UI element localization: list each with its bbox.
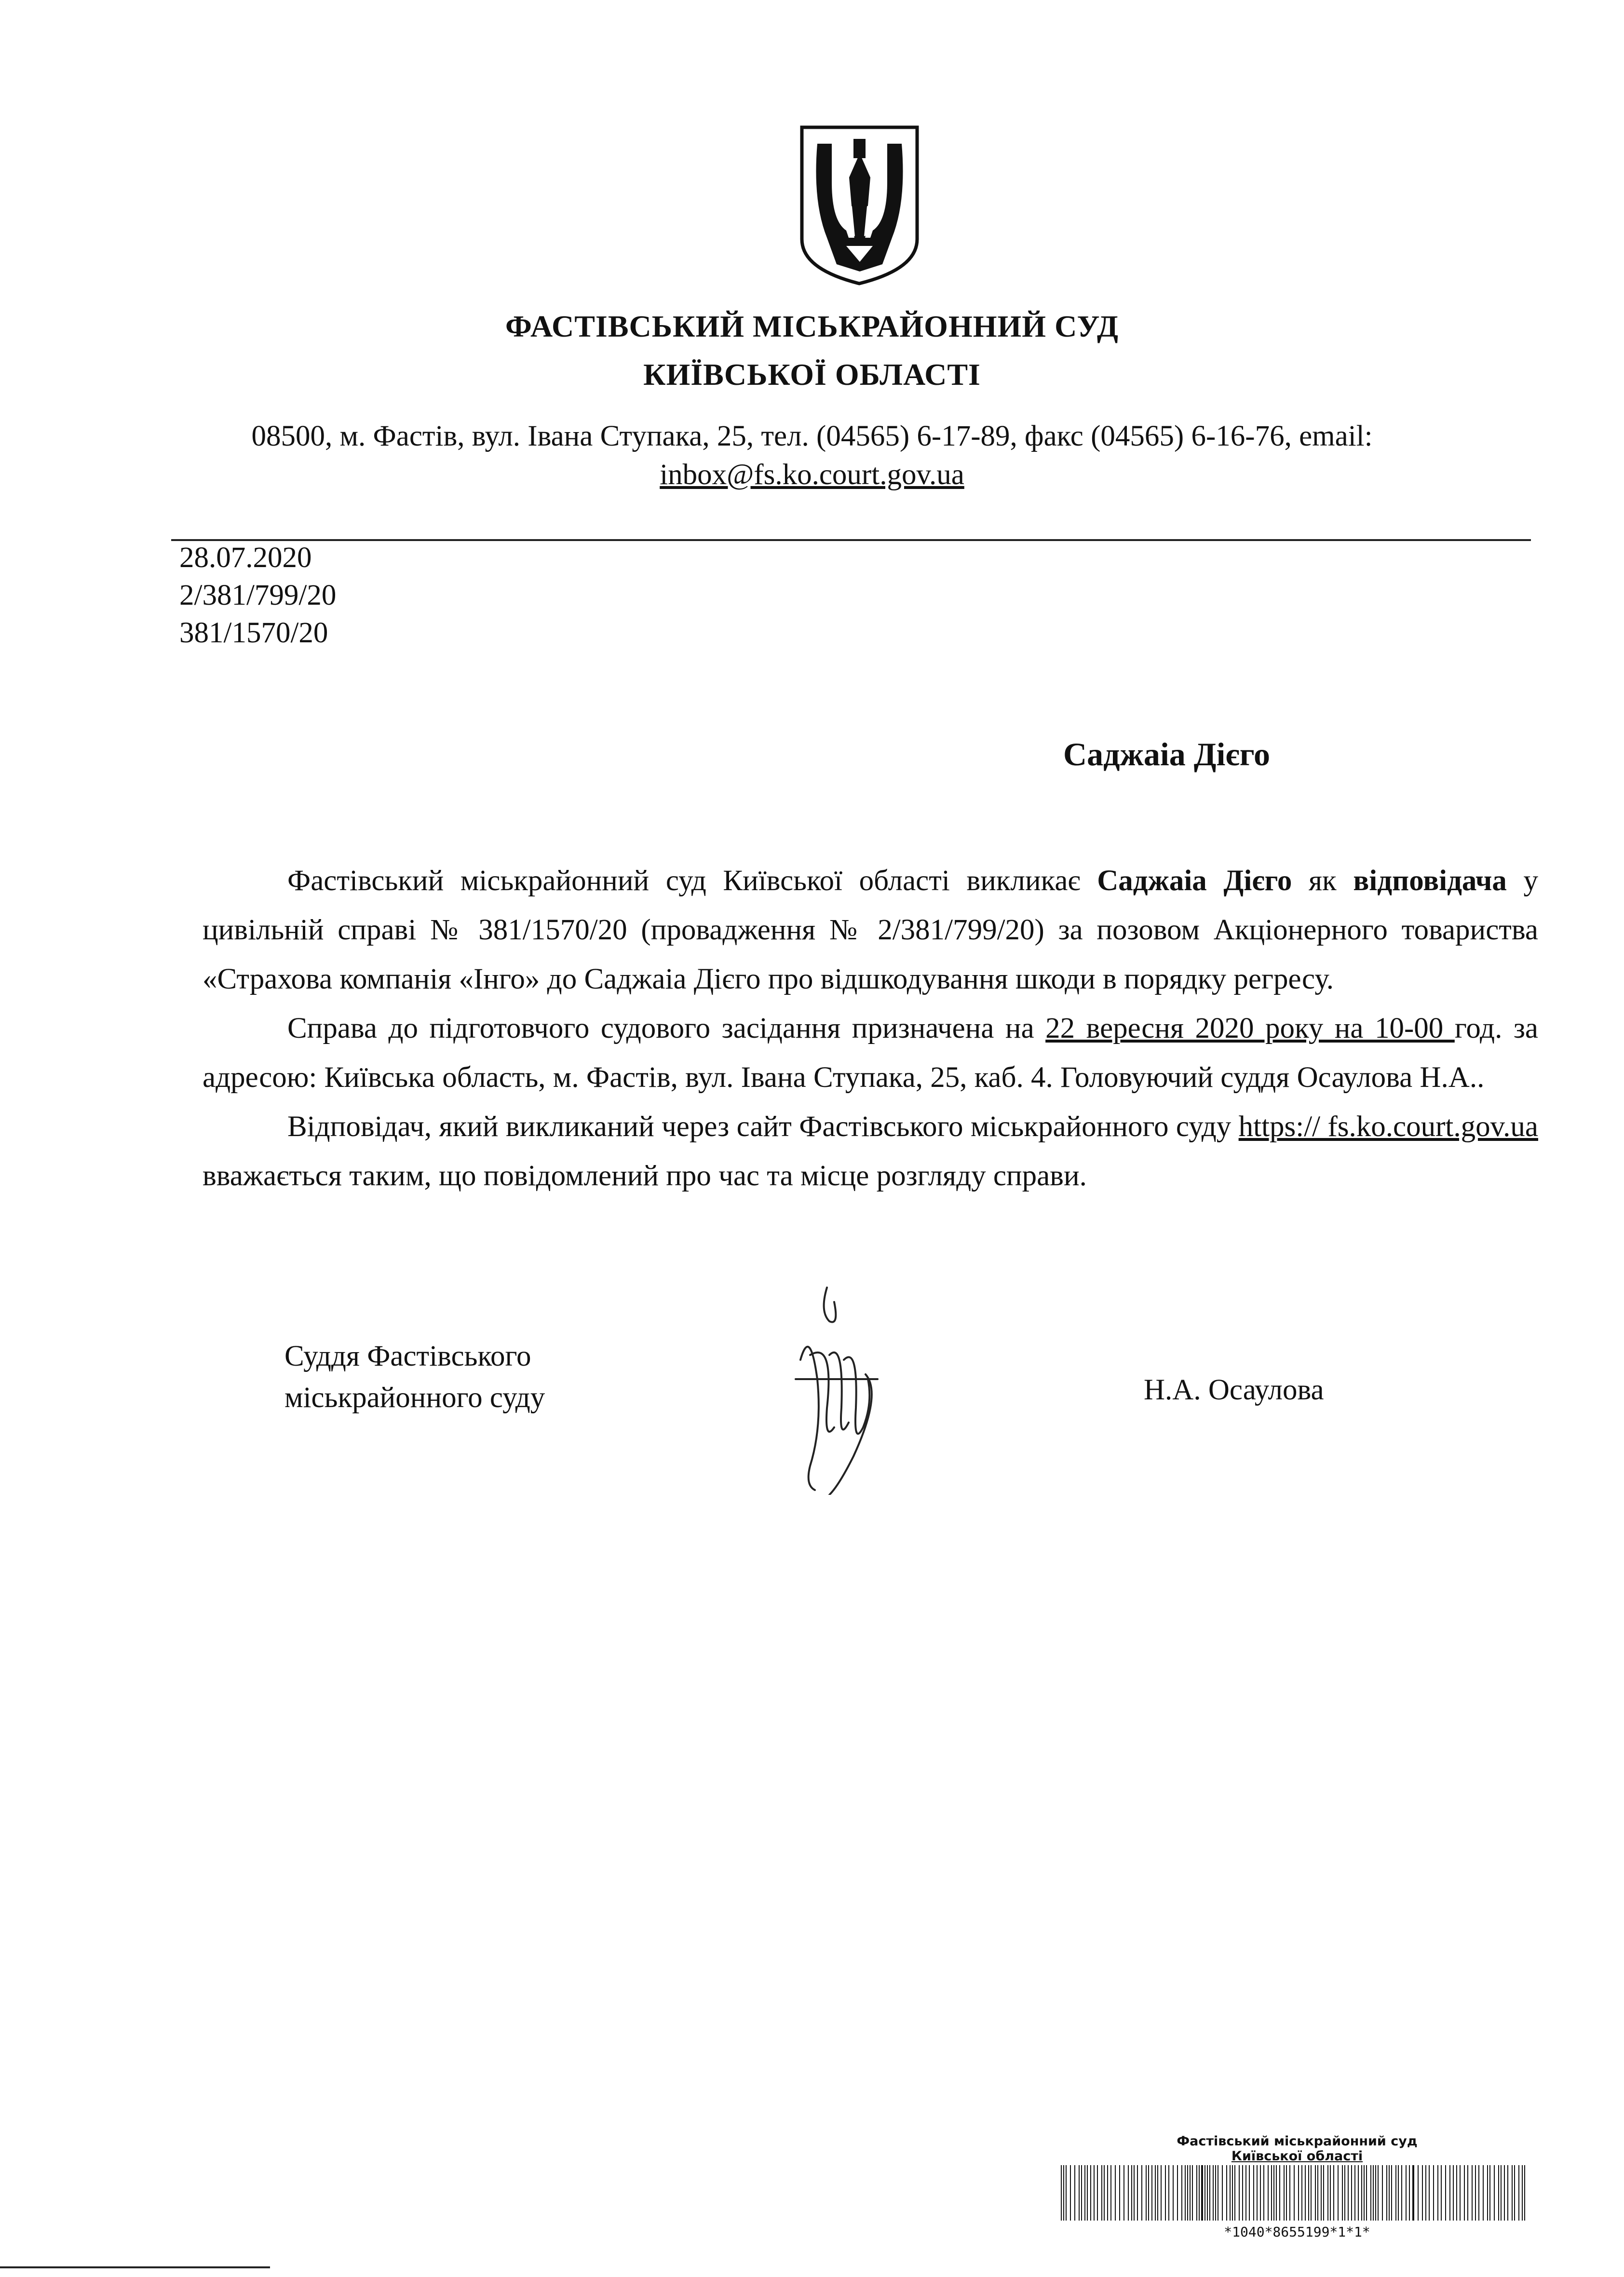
signer-title: Суддя Фастівського міськрайонного суду [284, 1340, 545, 1414]
stamp-region: Київської області [1231, 2149, 1363, 2164]
barcode-bar [1391, 2165, 1392, 2221]
barcode-bar [1079, 2165, 1080, 2221]
barcode-bar [1395, 2165, 1396, 2221]
barcode-bar [1276, 2165, 1277, 2221]
coat-of-arms-icon [798, 124, 921, 286]
barcode-bar [1389, 2165, 1390, 2221]
barcode-bar [1344, 2165, 1345, 2221]
barcode-bar [1087, 2165, 1088, 2221]
barcode-bar [1294, 2165, 1295, 2221]
barcode-bar [1061, 2165, 1062, 2221]
barcode-bar [1373, 2165, 1374, 2221]
barcode-bar [1232, 2165, 1233, 2221]
barcode-bar [1338, 2165, 1339, 2221]
court-name-line2: КИЇВСЬКОЇ ОБЛАСТІ [643, 357, 981, 392]
barcode-bar [1425, 2165, 1426, 2221]
court-email-link[interactable]: inbox@fs.ko.court.gov.ua [660, 459, 964, 491]
barcode-bar [1155, 2165, 1156, 2221]
barcode-bar [1305, 2165, 1306, 2221]
signer-name: Н.А. Осаулова [1144, 1374, 1324, 1406]
barcode-bar [1201, 2165, 1203, 2221]
barcode-bar [1074, 2165, 1075, 2221]
barcode-bar [1398, 2165, 1399, 2221]
barcode-bar [1354, 2165, 1355, 2221]
barcode-bar [1185, 2165, 1186, 2221]
barcode-bar [1199, 2165, 1200, 2221]
barcode-bar [1512, 2165, 1513, 2221]
barcode-bar [1204, 2165, 1205, 2221]
barcode-bar [1456, 2165, 1457, 2221]
barcode-bar [1375, 2165, 1376, 2221]
barcode-bar [1253, 2165, 1254, 2221]
barcode-bar [1317, 2165, 1318, 2221]
barcode-bar [1401, 2165, 1402, 2221]
barcode-bar [1321, 2165, 1322, 2221]
barcode-bar [1460, 2165, 1461, 2221]
barcode-bar [1382, 2165, 1383, 2221]
barcode-bar [1146, 2165, 1147, 2221]
barcode-bar [1501, 2165, 1502, 2221]
barcode-bar [1333, 2165, 1334, 2221]
barcode-bar [1257, 2165, 1258, 2221]
barcode-bar [1107, 2165, 1108, 2221]
barcode-bar [1342, 2165, 1343, 2221]
hearing-paragraph: Справа до підготовчого судового засідання призначена на 22 вересня 2020 року на 10-00 год. за адресою: Київська область, м. Фастів, вул. Івана Ступака, 25, каб. 4. Головуючий суддя Осаулова Н.А.. [203, 1012, 1539, 1094]
barcode-bar [1522, 2165, 1523, 2221]
defendant-role: відповідача [1353, 865, 1507, 897]
barcode-bar [1504, 2165, 1505, 2221]
barcode-bar [1348, 2165, 1349, 2221]
barcode-bar [1207, 2165, 1208, 2221]
barcode-bar [1298, 2165, 1299, 2221]
barcode-bar [1422, 2165, 1423, 2221]
barcode-bar [1209, 2165, 1210, 2221]
footer-divider [0, 2266, 270, 2268]
proceeding-number: 2/381/799/20 [179, 579, 337, 611]
court-address: 08500, м. Фастів, вул. Івана Ступака, 25, тел. (04565) 6-17-89, факс (04565) 6-16-76, email: [251, 420, 1373, 452]
registry-stamp [1061, 2134, 1533, 2164]
barcode-bar [1063, 2165, 1064, 2221]
barcode-bar [1271, 2165, 1272, 2221]
barcode-bar [1249, 2165, 1250, 2221]
stamp-court-name: Фастівський міськрайонний суд [1177, 2134, 1418, 2149]
barcode-bar [1418, 2165, 1419, 2221]
barcode-bar [1323, 2165, 1324, 2221]
summons-paragraph: Фастівський міськрайонний суд Київської області викликає Саджаіа Дієго як відповідача у цивільній справі № 381/1570/20 (провадження № 2/381/799/20) за позовом Акціонерного товариства «Страхова компанія «Інго» до Саджаіа Дієго про відшкодування шкоди в порядку регресу. [203, 865, 1539, 995]
barcode-bar [1177, 2165, 1178, 2221]
barcode-bar [1453, 2165, 1454, 2221]
barcode-bar [1494, 2165, 1495, 2221]
barcode-bar [1327, 2165, 1328, 2221]
barcode-bar [1284, 2165, 1285, 2221]
barcode-bar [1222, 2165, 1223, 2221]
barcode-bar [1467, 2165, 1468, 2221]
barcode-bar [1518, 2165, 1519, 2221]
barcode-bar [1308, 2165, 1309, 2221]
barcode-bar [1289, 2165, 1290, 2221]
barcode-bar [1230, 2165, 1231, 2221]
barcode-bar [1245, 2165, 1246, 2221]
barcode-bar [1101, 2165, 1102, 2221]
barcode-bar [1472, 2165, 1473, 2221]
barcode-bar [1498, 2165, 1499, 2221]
defendant-name: Саджаіа Дієго [1097, 865, 1292, 897]
court-email-line [0, 458, 1624, 492]
barcode-bar [1361, 2165, 1362, 2221]
barcode-bar [1260, 2165, 1261, 2221]
barcode-bar [1370, 2165, 1371, 2221]
barcode-bar [1429, 2165, 1430, 2221]
addressee-name: Саджаіа Дієго [1063, 736, 1270, 773]
barcode-bar [1449, 2165, 1450, 2221]
barcode-bar [1514, 2165, 1515, 2221]
document-references [179, 539, 336, 652]
barcode-bar [1234, 2165, 1235, 2221]
barcode-bar [1524, 2165, 1525, 2221]
barcode-bar [1084, 2165, 1085, 2221]
barcode-bar [1066, 2165, 1067, 2221]
barcode-bar [1215, 2165, 1216, 2221]
barcode-bar [1128, 2165, 1129, 2221]
barcode-bar [1464, 2165, 1465, 2221]
barcode-bar [1094, 2165, 1095, 2221]
barcode-bar [1081, 2165, 1082, 2221]
notice-paragraph: Відповідач, який викликаний через сайт Фастівського міськрайонного суду https:// fs.ko.court.gov.ua вважається таким, що повідомлений про час та місце розгляду справи. [203, 1111, 1538, 1192]
barcode-bar [1242, 2165, 1243, 2221]
barcode-bar [1378, 2165, 1379, 2221]
barcode-bar [1141, 2165, 1142, 2221]
barcode-bar [1263, 2165, 1264, 2221]
case-number: 381/1570/20 [179, 617, 328, 649]
barcode-bar [1364, 2165, 1365, 2221]
court-name-line1: ФАСТІВСЬКИЙ МІСЬКРАЙОННИЙ СУД [505, 309, 1119, 343]
barcode [1061, 2165, 1529, 2221]
barcode-bar [1151, 2165, 1152, 2221]
barcode-bar [1445, 2165, 1446, 2221]
barcode-bar [1226, 2165, 1227, 2221]
barcode-bar [1070, 2165, 1071, 2221]
barcode-bar [1168, 2165, 1169, 2221]
barcode-bar [1157, 2165, 1158, 2221]
barcode-bar [1286, 2165, 1287, 2221]
barcode-bar [1311, 2165, 1312, 2221]
barcode-bar [1483, 2165, 1484, 2221]
barcode-bar [1097, 2165, 1098, 2221]
barcode-bar [1119, 2165, 1120, 2221]
barcode-bar [1165, 2165, 1166, 2221]
barcode-bar [1475, 2165, 1476, 2221]
barcode-bar [1115, 2165, 1116, 2221]
barcode-bar [1366, 2165, 1367, 2221]
barcode-bar [1478, 2165, 1479, 2221]
barcode-bar [1239, 2165, 1240, 2221]
barcode-bar [1487, 2165, 1488, 2221]
letter-body [203, 856, 1538, 1201]
barcode-bar [1268, 2165, 1269, 2221]
barcode-bar [1190, 2165, 1191, 2221]
barcode-bar [1279, 2165, 1280, 2221]
barcode-bar [1301, 2165, 1302, 2221]
barcode-bar [1386, 2165, 1387, 2221]
barcode-number: *1040*8655199*1*1* [1224, 2224, 1370, 2240]
barcode-bar [1148, 2165, 1149, 2221]
barcode-bar [1433, 2165, 1434, 2221]
barcode-bar [1123, 2165, 1124, 2221]
barcode-bar [1330, 2165, 1331, 2221]
barcode-bar [1409, 2165, 1410, 2221]
barcode-bar [1187, 2165, 1188, 2221]
document-date: 28.07.2020 [179, 542, 312, 574]
handwritten-signature [781, 1283, 892, 1495]
barcode-bar [1351, 2165, 1352, 2221]
barcode-bar [1134, 2165, 1135, 2221]
barcode-bar [1412, 2165, 1414, 2221]
barcode-bar [1090, 2165, 1091, 2221]
barcode-bar [1213, 2165, 1214, 2221]
hearing-datetime: 22 вересня 2020 року на 10-00 [1045, 1012, 1455, 1044]
barcode-bar [1137, 2165, 1138, 2221]
barcode-bar [1441, 2165, 1442, 2221]
barcode-bar [1173, 2165, 1174, 2221]
court-website-link[interactable]: https:// fs.ko.court.gov.ua [1238, 1111, 1538, 1143]
barcode-bar [1131, 2165, 1132, 2221]
barcode-bar [1110, 2165, 1111, 2221]
barcode-bar [1181, 2165, 1182, 2221]
barcode-bar [1273, 2165, 1274, 2221]
header-divider [171, 539, 1531, 541]
barcode-bar [1489, 2165, 1490, 2221]
barcode-bar [1315, 2165, 1316, 2221]
barcode-bar [1161, 2165, 1162, 2221]
barcode-bar [1358, 2165, 1359, 2221]
barcode-bar [1507, 2165, 1508, 2221]
barcode-bar [1406, 2165, 1407, 2221]
barcode-bar [1196, 2165, 1197, 2221]
barcode-bar [1192, 2165, 1193, 2221]
barcode-bar [1104, 2165, 1105, 2221]
barcode-bar [1437, 2165, 1438, 2221]
